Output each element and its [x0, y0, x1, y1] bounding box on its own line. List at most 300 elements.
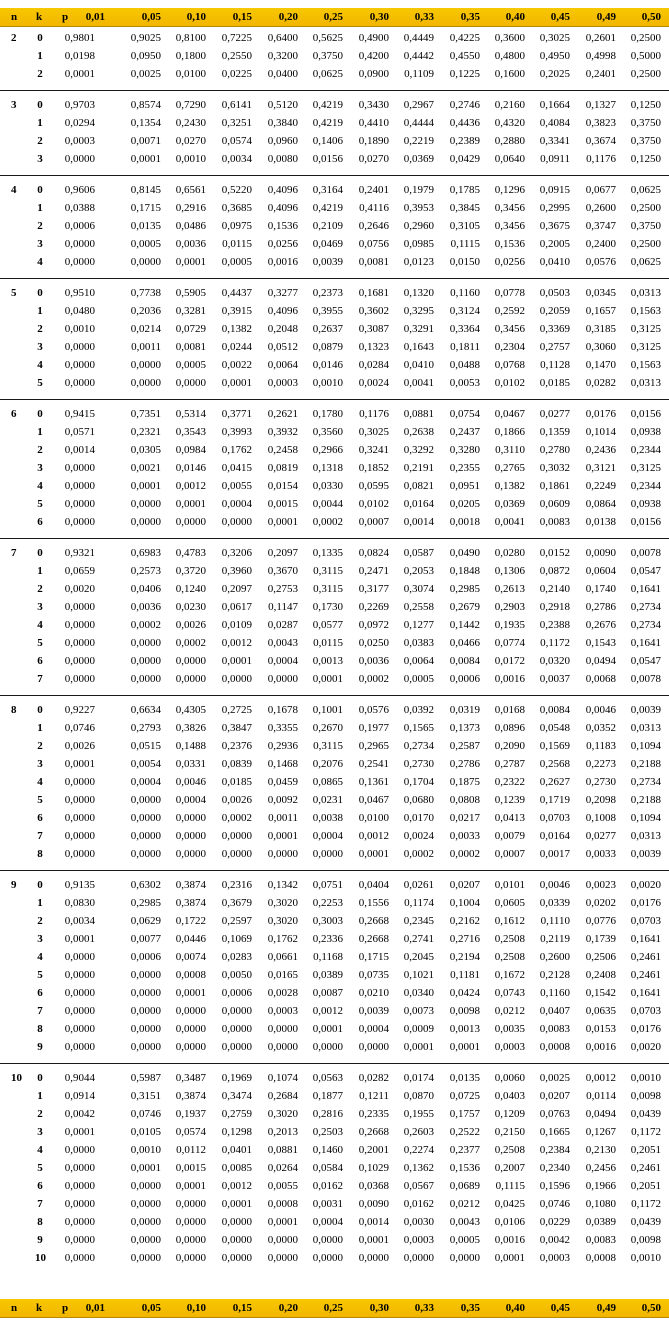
- k-value: 3: [37, 238, 43, 250]
- probability-cell: 0,2109: [312, 220, 343, 232]
- probability-cell: 0,2344: [630, 444, 661, 456]
- probability-cell: 0,2273: [585, 758, 616, 770]
- probability-cell: 0,0016: [494, 673, 525, 685]
- probability-cell: 0,0078: [630, 673, 661, 685]
- probability-cell: 0,0098: [630, 1234, 661, 1246]
- probability-cell: 0,2336: [312, 933, 343, 945]
- probability-cell: 0,0165: [267, 969, 298, 981]
- probability-cell: 0,0331: [175, 758, 206, 770]
- header-p-value: 0,49: [596, 1302, 616, 1314]
- k-value: 8: [37, 1023, 43, 1035]
- probability-cell: 0,2304: [494, 341, 525, 353]
- probability-cell: 0,1239: [494, 794, 525, 806]
- k-value: 2: [37, 740, 43, 752]
- probability-cell: 0,0703: [630, 915, 661, 927]
- probability-cell: 0,0000: [130, 1005, 161, 1017]
- probability-cell: 0,0839: [221, 758, 252, 770]
- table-row: [0, 1142, 669, 1159]
- probability-cell: 0,2097: [267, 547, 298, 559]
- probability-cell: 0,0087: [312, 987, 343, 999]
- probability-cell: 0,1536: [267, 220, 298, 232]
- probability-cell: 0,0480: [64, 305, 95, 317]
- probability-cell: 0,0680: [403, 794, 434, 806]
- probability-cell: 0,0005: [175, 359, 206, 371]
- probability-cell: 0,0319: [449, 704, 480, 716]
- probability-cell: 0,0313: [630, 377, 661, 389]
- probability-cell: 0,0571: [64, 426, 95, 438]
- probability-cell: 0,2458: [267, 444, 298, 456]
- probability-cell: 0,0154: [267, 480, 298, 492]
- probability-cell: 0,1643: [403, 341, 434, 353]
- probability-cell: 0,2194: [449, 951, 480, 963]
- table-header-top: [0, 8, 669, 27]
- probability-cell: 0,0212: [449, 1198, 480, 1210]
- table-row: [0, 985, 669, 1002]
- probability-cell: 0,1001: [312, 704, 343, 716]
- probability-cell: 0,0000: [358, 1252, 389, 1264]
- probability-cell: 0,0010: [630, 1072, 661, 1084]
- k-value: 9: [37, 1234, 43, 1246]
- header-p-value: 0,20: [278, 11, 298, 23]
- probability-cell: 0,1861: [539, 480, 570, 492]
- probability-cell: 0,0494: [585, 655, 616, 667]
- probability-cell: 0,0010: [130, 1144, 161, 1156]
- probability-cell: 0,0001: [64, 933, 95, 945]
- probability-cell: 0,0212: [494, 1005, 525, 1017]
- k-value: 5: [37, 1162, 43, 1174]
- probability-cell: 0,1719: [539, 794, 570, 806]
- probability-cell: 0,0900: [358, 68, 389, 80]
- table-row: [0, 285, 669, 302]
- k-value: 1: [37, 565, 43, 577]
- probability-cell: 0,2408: [585, 969, 616, 981]
- probability-cell: 0,1569: [539, 740, 570, 752]
- probability-cell: 0,1004: [449, 897, 480, 909]
- probability-cell: 0,0102: [358, 498, 389, 510]
- table-row: [0, 756, 669, 773]
- probability-cell: 0,0033: [449, 830, 480, 842]
- probability-cell: 0,1074: [267, 1072, 298, 1084]
- probability-cell: 0,0036: [358, 655, 389, 667]
- probability-cell: 0,0050: [221, 969, 252, 981]
- probability-cell: 0,1128: [540, 359, 570, 371]
- probability-cell: 0,0000: [64, 1216, 95, 1228]
- probability-cell: 0,2076: [312, 758, 343, 770]
- table-header-bottom: [0, 1299, 669, 1318]
- probability-cell: 0,0084: [539, 704, 570, 716]
- table-row: [0, 424, 669, 441]
- probability-cell: 0,0250: [358, 637, 389, 649]
- probability-cell: 0,2995: [539, 202, 570, 214]
- probability-cell: 0,2967: [403, 99, 434, 111]
- probability-cell: 0,0000: [130, 1180, 161, 1192]
- header-p-value: 0,30: [369, 1302, 389, 1314]
- k-value: 7: [37, 830, 43, 842]
- probability-cell: 0,3164: [312, 184, 343, 196]
- probability-cell: 0,2340: [539, 1162, 570, 1174]
- probability-cell: 0,3430: [358, 99, 389, 111]
- probability-cell: 0,2734: [403, 740, 434, 752]
- probability-cell: 0,0001: [221, 377, 252, 389]
- k-value: 2: [37, 323, 43, 335]
- probability-cell: 0,4225: [449, 32, 480, 44]
- header-p-value: 0,15: [232, 1302, 252, 1314]
- probability-cell: 0,0776: [585, 915, 616, 927]
- probability-cell: 0,1563: [630, 359, 661, 371]
- probability-cell: 0,2045: [403, 951, 434, 963]
- probability-cell: 0,2001: [358, 1144, 389, 1156]
- probability-cell: 0,0225: [221, 68, 252, 80]
- table-row: [0, 1106, 669, 1123]
- probability-cell: 0,0090: [358, 1198, 389, 1210]
- probability-cell: 0,0000: [130, 1234, 161, 1246]
- k-value: 9: [37, 1041, 43, 1053]
- table-row: [0, 877, 669, 894]
- probability-cell: 0,0689: [449, 1180, 480, 1192]
- probability-cell: 0,9801: [64, 32, 95, 44]
- probability-cell: 0,0014: [358, 1216, 389, 1228]
- probability-cell: 0,0000: [64, 516, 95, 528]
- k-value: 4: [37, 1144, 43, 1156]
- probability-cell: 0,0041: [494, 516, 525, 528]
- table-row: [0, 828, 669, 845]
- probability-cell: 0,0950: [130, 50, 161, 62]
- table-row: [0, 720, 669, 737]
- probability-cell: 0,0002: [130, 619, 161, 631]
- probability-cell: 0,0000: [221, 830, 252, 842]
- probability-cell: 0,0000: [312, 848, 343, 860]
- probability-cell: 0,0004: [312, 830, 343, 842]
- probability-cell: 0,0000: [64, 776, 95, 788]
- probability-cell: 0,3115: [313, 583, 343, 595]
- probability-cell: 0,0000: [175, 377, 206, 389]
- probability-cell: 0,2059: [539, 305, 570, 317]
- probability-cell: 0,0020: [630, 879, 661, 891]
- probability-cell: 0,0401: [221, 1144, 252, 1156]
- probability-cell: 0,3840: [267, 117, 298, 129]
- header-p-value: 0,49: [596, 11, 616, 23]
- header-p-value: 0,05: [141, 1302, 161, 1314]
- table-row: [0, 1250, 669, 1267]
- probability-cell: 0,0114: [586, 1090, 616, 1102]
- k-value: 10: [35, 1252, 46, 1264]
- probability-cell: 0,0972: [358, 619, 389, 631]
- probability-cell: 0,1937: [175, 1108, 206, 1120]
- header-p-value: 0,35: [460, 11, 480, 23]
- probability-cell: 0,3915: [221, 305, 252, 317]
- probability-cell: 0,0000: [64, 1234, 95, 1246]
- probability-cell: 0,2597: [221, 915, 252, 927]
- probability-cell: 0,0078: [630, 547, 661, 559]
- k-value: 1: [37, 50, 43, 62]
- table-row: [0, 200, 669, 217]
- k-value: 0: [37, 99, 43, 111]
- probability-cell: 0,0000: [64, 341, 95, 353]
- probability-cell: 0,0975: [221, 220, 252, 232]
- probability-cell: 0,0071: [130, 135, 161, 147]
- probability-cell: 0,3675: [539, 220, 570, 232]
- probability-cell: 0,2188: [630, 758, 661, 770]
- probability-cell: 0,0425: [494, 1198, 525, 1210]
- table-row: [0, 48, 669, 65]
- probability-cell: 0,0000: [221, 1216, 252, 1228]
- probability-cell: 0,1800: [175, 50, 206, 62]
- probability-cell: 0,3679: [221, 897, 252, 909]
- probability-cell: 0,3674: [585, 135, 616, 147]
- probability-cell: 0,2759: [221, 1108, 252, 1120]
- probability-cell: 0,1359: [539, 426, 570, 438]
- probability-cell: 0,0001: [312, 1023, 343, 1035]
- table-row: [0, 653, 669, 670]
- probability-cell: 0,0881: [403, 408, 434, 420]
- probability-cell: 0,2191: [403, 462, 434, 474]
- probability-cell: 0,0751: [312, 879, 343, 891]
- probability-cell: 0,1641: [630, 637, 661, 649]
- probability-cell: 0,3750: [312, 50, 343, 62]
- probability-cell: 0,0039: [630, 704, 661, 716]
- probability-cell: 0,0352: [585, 722, 616, 734]
- probability-cell: 0,1225: [449, 68, 480, 80]
- probability-cell: 0,0000: [267, 673, 298, 685]
- probability-cell: 0,0000: [64, 655, 95, 667]
- probability-cell: 0,0000: [175, 848, 206, 860]
- probability-cell: 0,0000: [312, 1252, 343, 1264]
- probability-cell: 0,2621: [267, 408, 298, 420]
- table-row: [0, 702, 669, 719]
- probability-cell: 0,1174: [404, 897, 434, 909]
- probability-cell: 0,0034: [64, 915, 95, 927]
- probability-cell: 0,0270: [358, 153, 389, 165]
- table-row: [0, 1070, 669, 1087]
- probability-cell: 0,2128: [539, 969, 570, 981]
- probability-cell: 0,0001: [130, 1162, 161, 1174]
- table-row: [0, 321, 669, 338]
- header-p-value: 0,33: [414, 11, 434, 23]
- probability-cell: 0,0025: [130, 68, 161, 80]
- probability-cell: 0,2730: [403, 758, 434, 770]
- probability-cell: 0,0003: [267, 377, 298, 389]
- probability-cell: 0,2780: [539, 444, 570, 456]
- probability-cell: 0,4219: [312, 99, 343, 111]
- probability-cell: 0,1354: [130, 117, 161, 129]
- probability-cell: 0,0002: [312, 516, 343, 528]
- probability-cell: 0,0821: [403, 480, 434, 492]
- table-row: [0, 545, 669, 562]
- probability-cell: 0,2051: [630, 1144, 661, 1156]
- probability-cell: 0,3874: [175, 897, 206, 909]
- n-value: 4: [11, 184, 17, 196]
- probability-cell: 0,0004: [312, 1216, 343, 1228]
- k-value: 3: [37, 758, 43, 770]
- probability-cell: 0,0077: [130, 933, 161, 945]
- probability-cell: 0,4116: [359, 202, 389, 214]
- probability-cell: 0,1596: [539, 1180, 570, 1192]
- probability-cell: 0,3177: [358, 583, 389, 595]
- probability-cell: 0,0000: [64, 1041, 95, 1053]
- header-p-value: 0,01: [85, 1302, 105, 1314]
- probability-cell: 0,2436: [585, 444, 616, 456]
- probability-cell: 0,1442: [449, 619, 480, 631]
- probability-cell: 0,0207: [449, 879, 480, 891]
- probability-cell: 0,0824: [358, 547, 389, 559]
- probability-cell: 0,2903: [494, 601, 525, 613]
- probability-cell: 0,0043: [449, 1216, 480, 1228]
- probability-cell: 0,0339: [539, 897, 570, 909]
- probability-cell: 0,0044: [312, 498, 343, 510]
- probability-cell: 0,0015: [175, 1162, 206, 1174]
- probability-cell: 0,0563: [312, 1072, 343, 1084]
- probability-cell: 0,0577: [312, 619, 343, 631]
- probability-cell: 0,2753: [267, 583, 298, 595]
- probability-cell: 0,0000: [130, 848, 161, 860]
- table-row: [0, 895, 669, 912]
- probability-cell: 0,0016: [494, 1234, 525, 1246]
- probability-cell: 0,0026: [64, 740, 95, 752]
- k-value: 4: [37, 256, 43, 268]
- probability-cell: 0,0007: [494, 848, 525, 860]
- k-value: 2: [37, 68, 43, 80]
- probability-cell: 0,0000: [130, 1041, 161, 1053]
- probability-cell: 0,3025: [358, 426, 389, 438]
- probability-cell: 0,0000: [64, 1252, 95, 1264]
- probability-cell: 0,0006: [449, 673, 480, 685]
- probability-cell: 0,0938: [630, 498, 661, 510]
- probability-cell: 0,2389: [449, 135, 480, 147]
- probability-cell: 0,0146: [175, 462, 206, 474]
- k-value: 0: [37, 408, 43, 420]
- probability-cell: 0,1176: [359, 408, 389, 420]
- table-row: [0, 774, 669, 791]
- probability-cell: 0,0284: [358, 359, 389, 371]
- probability-cell: 0,3121: [585, 462, 616, 474]
- probability-cell: 0,0808: [449, 794, 480, 806]
- probability-cell: 0,0547: [630, 565, 661, 577]
- probability-cell: 0,0229: [539, 1216, 570, 1228]
- table-row: [0, 617, 669, 634]
- table-row: [0, 460, 669, 477]
- header-p-value: 0,25: [323, 1302, 343, 1314]
- probability-cell: 0,0000: [130, 256, 161, 268]
- k-value: 0: [37, 1072, 43, 1084]
- probability-cell: 0,0000: [221, 848, 252, 860]
- probability-cell: 0,0768: [494, 359, 525, 371]
- probability-cell: 0,2335: [358, 1108, 389, 1120]
- probability-cell: 0,0156: [630, 408, 661, 420]
- probability-cell: 0,1641: [630, 583, 661, 595]
- probability-cell: 0,0000: [130, 516, 161, 528]
- header-p-value: 0,20: [278, 1302, 298, 1314]
- probability-cell: 0,0054: [130, 758, 161, 770]
- probability-cell: 0,6634: [130, 704, 161, 716]
- probability-cell: 0,2160: [494, 99, 525, 111]
- header-p-value: 0,45: [550, 1302, 570, 1314]
- probability-cell: 0,0424: [449, 987, 480, 999]
- probability-cell: 0,0746: [539, 1198, 570, 1210]
- probability-cell: 0,1877: [312, 1090, 343, 1102]
- table-row: [0, 563, 669, 580]
- probability-cell: 0,1094: [630, 812, 661, 824]
- probability-cell: 0,3020: [267, 897, 298, 909]
- probability-cell: 0,6302: [130, 879, 161, 891]
- probability-cell: 0,0407: [539, 1005, 570, 1017]
- probability-cell: 0,9135: [64, 879, 95, 891]
- probability-cell: 0,1600: [494, 68, 525, 80]
- probability-cell: 0,1762: [221, 444, 252, 456]
- probability-cell: 0,0467: [494, 408, 525, 420]
- probability-cell: 0,1172: [631, 1198, 661, 1210]
- probability-cell: 0,2793: [130, 722, 161, 734]
- group-separator: [0, 870, 669, 871]
- probability-cell: 0,0034: [221, 153, 252, 165]
- probability-cell: 0,1762: [267, 933, 298, 945]
- k-value: 1: [37, 722, 43, 734]
- probability-cell: 0,0000: [175, 673, 206, 685]
- probability-cell: 0,9415: [64, 408, 95, 420]
- probability-cell: 0,0000: [64, 673, 95, 685]
- probability-cell: 0,0735: [358, 969, 389, 981]
- probability-cell: 0,0001: [130, 153, 161, 165]
- k-value: 2: [37, 444, 43, 456]
- probability-cell: 0,0046: [175, 776, 206, 788]
- k-value: 3: [37, 462, 43, 474]
- probability-cell: 0,0000: [130, 794, 161, 806]
- probability-cell: 0,0100: [358, 812, 389, 824]
- probability-cell: 0,0046: [539, 879, 570, 891]
- probability-cell: 0,0340: [403, 987, 434, 999]
- probability-cell: 0,0008: [539, 1041, 570, 1053]
- probability-cell: 0,2541: [358, 758, 389, 770]
- probability-cell: 0,2573: [130, 565, 161, 577]
- probability-cell: 0,1740: [585, 583, 616, 595]
- probability-cell: 0,0000: [130, 673, 161, 685]
- probability-cell: 0,2384: [539, 1144, 570, 1156]
- probability-cell: 0,0467: [358, 794, 389, 806]
- probability-cell: 0,0092: [267, 794, 298, 806]
- probability-cell: 0,2456: [585, 1162, 616, 1174]
- probability-cell: 0,5625: [312, 32, 343, 44]
- k-value: 3: [37, 341, 43, 353]
- probability-cell: 0,2025: [539, 68, 570, 80]
- header-p-value: 0,10: [186, 1302, 206, 1314]
- probability-cell: 0,0865: [312, 776, 343, 788]
- k-value: 3: [37, 153, 43, 165]
- probability-cell: 0,1848: [449, 565, 480, 577]
- probability-cell: 0,0000: [175, 1198, 206, 1210]
- probability-cell: 0,0294: [64, 117, 95, 129]
- probability-cell: 0,2587: [449, 740, 480, 752]
- probability-cell: 0,1168: [313, 951, 343, 963]
- probability-cell: 0,0064: [267, 359, 298, 371]
- probability-cell: 0,1029: [358, 1162, 389, 1174]
- probability-cell: 0,4442: [403, 50, 434, 62]
- probability-cell: 0,0005: [130, 238, 161, 250]
- probability-cell: 0,0000: [267, 1041, 298, 1053]
- probability-cell: 0,0439: [630, 1108, 661, 1120]
- table-row: [0, 1232, 669, 1249]
- probability-cell: 0,0000: [267, 1234, 298, 1246]
- probability-cell: 0,0024: [403, 830, 434, 842]
- probability-cell: 0,0754: [449, 408, 480, 420]
- probability-cell: 0,0270: [175, 135, 206, 147]
- probability-cell: 0,0001: [358, 1234, 389, 1246]
- probability-cell: 0,1361: [358, 776, 389, 788]
- probability-cell: 0,1110: [540, 915, 570, 927]
- probability-cell: 0,1181: [450, 969, 480, 981]
- probability-cell: 0,1094: [630, 740, 661, 752]
- probability-cell: 0,1382: [494, 480, 525, 492]
- probability-cell: 0,0115: [313, 637, 343, 649]
- probability-cell: 0,0007: [358, 516, 389, 528]
